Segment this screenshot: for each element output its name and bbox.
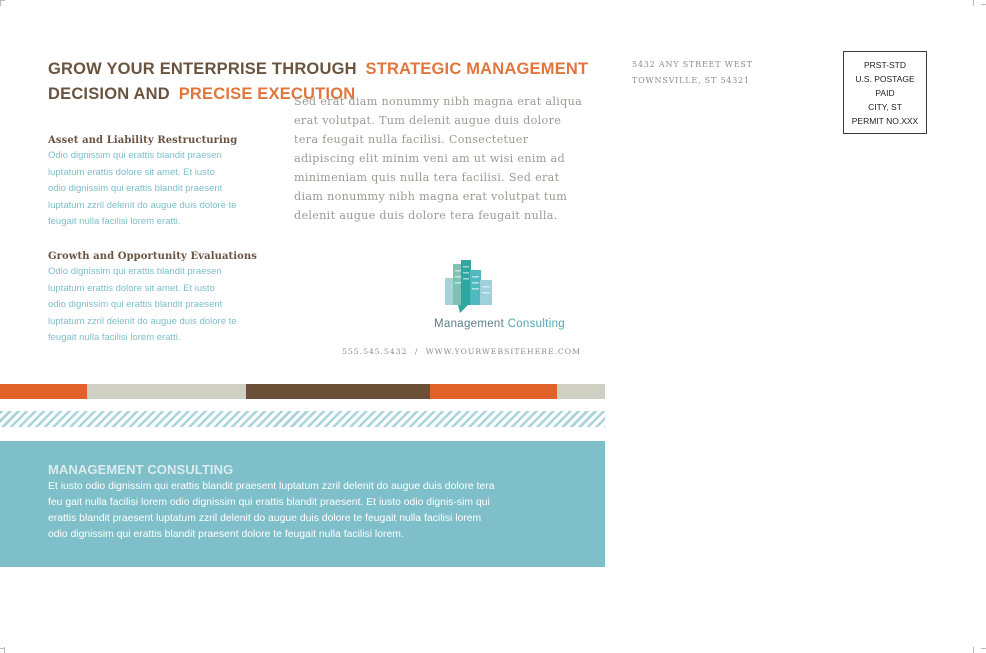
panel-title: MANAGEMENT CONSULTING (48, 462, 234, 477)
intro-line: delenit augue duis dolore tera feugait nulla. (294, 209, 558, 222)
intro-line: erat volutpat. Tum delenit augue duis dolore (294, 114, 562, 127)
color-bar-segment (557, 384, 605, 399)
panel-line: feu gait nulla facilisi lorem odio dignissim qui erattis blandit praesent. Et iusto odio dignis-sim qui (48, 497, 490, 508)
address-street: 5432 ANY STREET WEST (632, 60, 753, 69)
headline-accent: STRATEGIC MANAGEMENT (365, 60, 589, 78)
section-title: Asset and Liability Restructuring (48, 135, 238, 146)
panel-line: odio dignissim qui erattis blandit praesent dolore te feugait nulla facilisi lorem. (48, 529, 404, 540)
section-body (48, 264, 266, 347)
section-line: luptatum erattis dolore sit amet. Et iusto (48, 282, 215, 294)
color-bar-segment (430, 384, 557, 399)
crop-mark (4, 647, 5, 653)
city-buildings-speech-bubble-icon (442, 258, 496, 319)
brand-name-part: Management (434, 318, 505, 330)
address-city: TOWNSVILLE, ST 54321 (632, 75, 750, 85)
intro-paragraph (294, 92, 584, 225)
color-bar-segment (87, 384, 246, 399)
panel-line: Et iusto odio dignissim qui erattis blandit praesent luptatum zzril delenit do augue duis dolore tera (48, 481, 495, 492)
section-line: luptatum zzril delenit do augue duis dolore te (48, 199, 237, 211)
brand-name (434, 318, 565, 330)
section-line: Odio dignissim qui erattis blandit praesen (48, 266, 222, 277)
return-address (632, 57, 753, 88)
indicia-line: CITY, ST (868, 102, 902, 112)
color-bar-segment (246, 384, 430, 399)
section-line: odio dignissim qui erattis blandit praesent (48, 299, 223, 311)
website-link[interactable]: WWW.YOURWEBSITEHERE.COM (425, 347, 581, 356)
headline-text: GROW YOUR ENTERPRISE THROUGH (48, 60, 357, 78)
hatch-stripe (0, 411, 605, 427)
crop-mark (0, 0, 1, 6)
contact-line (342, 347, 581, 356)
intro-line: minimeniam quis nulla tera facilisi. Sed erat (294, 171, 560, 184)
postage-indicia (843, 51, 927, 134)
section-line: feugait nulla facilisi lorem eratti. (48, 216, 181, 228)
indicia-line: U.S. POSTAGE (855, 74, 915, 84)
crop-mark (973, 647, 974, 653)
intro-line: adipiscing elit minim veni am ut wisi enim ad (294, 152, 565, 165)
headline-text: DECISION AND (48, 85, 170, 103)
panel-line: erattis blandit praesent luptatum zzril delenit do augue duis dolore te feugait nulla facilisi lorem (48, 513, 482, 524)
section-line: Odio dignissim qui erattis blandit praesen (48, 150, 222, 161)
phone-number: 555.545.5432 (342, 347, 408, 356)
panel-body (48, 479, 578, 543)
indicia-line: PRST-STD (863, 60, 907, 70)
crop-mark (981, 648, 986, 649)
intro-line: Sed erat diam nonummy nibh magna erat aliqua (294, 95, 583, 108)
indicia-line: PERMIT NO.XXX (851, 116, 919, 126)
indicia-line: PAID (875, 88, 895, 98)
brand-name-part: Consulting (507, 318, 565, 330)
headline-accent: PRECISE EXECUTION (178, 85, 356, 103)
intro-line: diam nonummy nibh magna erat volutpat tum (294, 190, 568, 203)
headline-line-1 (48, 57, 588, 82)
section-line: feugait nulla facilisi lorem eratti. (48, 332, 181, 344)
section-line: odio dignissim qui erattis blandit praesent (48, 183, 223, 195)
intro-line: tera feugait nulla facilisi. Consectetuer (294, 133, 529, 146)
contact-separator: / (414, 347, 419, 356)
crop-mark (973, 0, 974, 6)
section-line: luptatum erattis dolore sit amet. Et iusto (48, 166, 215, 178)
crop-mark (981, 4, 986, 5)
section-body (48, 148, 266, 231)
section-line: luptatum zzril delenit do augue duis dolore te (48, 315, 237, 327)
color-bar-segment (0, 384, 87, 399)
section-title: Growth and Opportunity Evaluations (48, 251, 258, 262)
